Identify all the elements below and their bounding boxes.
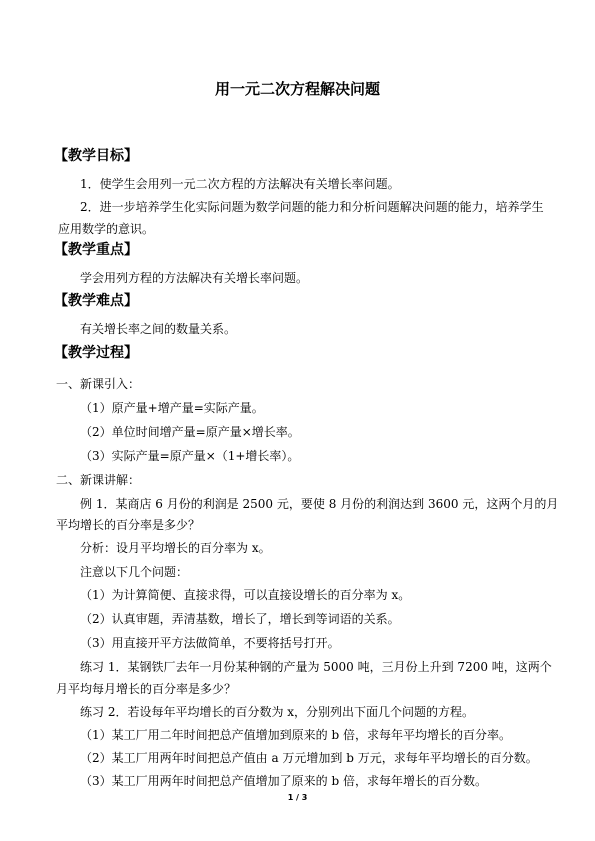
process-heading: 【教学过程】 [54,345,138,361]
notice-item-2: （2）认真审题，弄清基数，增长了，增长到等词语的关系。 [80,612,400,626]
example-line-2: 平均增长的百分率是多少？ [56,518,201,532]
notice-text: 注意以下几个问题： [80,565,189,579]
analysis-text: 分析：设月平均增长的百分率为 x。 [80,541,271,555]
difficulties-text: 有关增长率之间的数量关系。 [80,322,237,336]
notice-item-3: （3）用直接开平方法做简单，不要将括号打开。 [80,636,340,650]
exercise2-item-1: （1）某工厂用二年时间把总产值增加到原来的 b 倍，求每年平均增长的百分率。 [80,728,511,742]
goal-item-1: 1．使学生会用列一元二次方程的方法解决有关增长率问题。 [80,177,400,191]
example-line-1: 例 1．某商店 6 月份的利润是 2500 元，要使 8 月份的利润达到 3600 元，这两个月的月 [80,497,559,511]
key-points-heading: 【教学重点】 [54,242,138,258]
notice-item-1: （1）为计算简便、直接求得，可以直接设增长的百分率为 x。 [80,588,411,602]
page-title: 用一元二次方程解决问题 [214,80,380,98]
page-number: 1 / 3 [287,793,308,802]
goals-heading: 【教学目标】 [54,148,138,164]
exercise1-line-2: 月平均每月增长的百分率是多少？ [56,682,237,696]
intro-item-2: （2）单位时间增产量=原产量×增长率。 [80,425,300,439]
exercise2-item-2: （2）某工厂用两年时间把总产值由 a 万元增加到 b 万元，求每年平均增长的百分数。 [80,751,538,765]
difficulties-heading: 【教学难点】 [54,293,138,309]
intro-item-1: （1）原产量+增产量=实际产量。 [80,401,264,415]
key-points-text: 学会用列方程的方法解决有关增长率问题。 [80,271,309,285]
lecture-heading: 二、新课讲解： [56,473,141,487]
intro-heading: 一、新课引入： [56,377,141,391]
exercise1-line-1: 练习 1．某钢铁厂去年一月份某种钢的产量为 5000 吨，三月份上升到 7200 吨，这两个 [80,660,552,674]
goal-item-2-cont: 应用数学的意识。 [58,222,155,236]
exercise2-text: 练习 2．若设每年平均增长的百分数为 x，分别列出下面几个问题的方程。 [80,705,475,719]
goal-item-2: 2．进一步培养学生化实际问题为数学问题的能力和分析问题解决问题的能力，培养学生 [80,200,544,214]
intro-item-3: （3）实际产量=原产量×（1+增长率）。 [80,449,300,463]
exercise2-item-3: （3）某工厂用两年时间把总产值增加了原来的 b 倍，求每年增长的百分数。 [80,774,487,788]
